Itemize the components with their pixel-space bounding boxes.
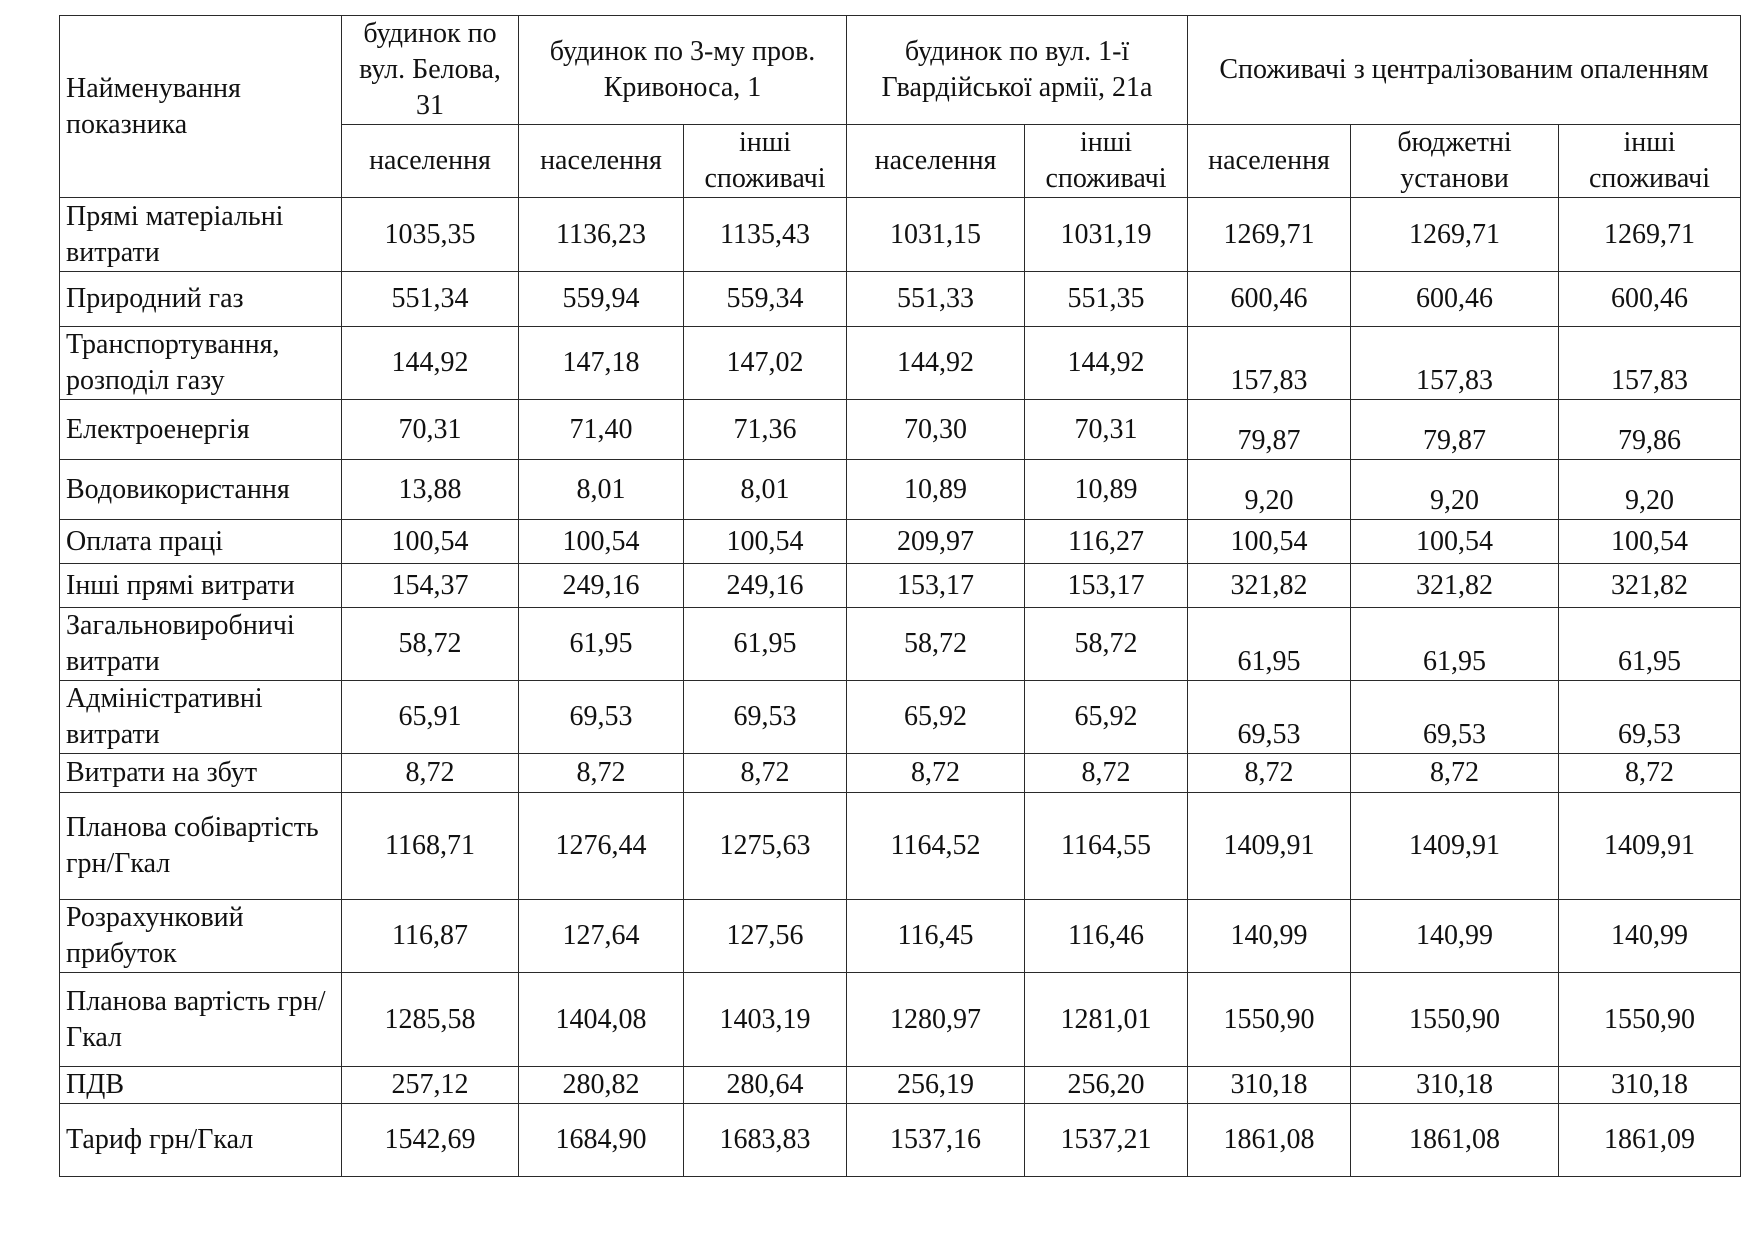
table-cell: 1285,58	[342, 973, 519, 1067]
table-cell: 280,64	[684, 1067, 847, 1104]
table-cell: 600,46	[1188, 272, 1351, 327]
table-cell: 1403,19	[684, 973, 847, 1067]
row-label: Водовикористання	[60, 460, 342, 520]
table-cell: 65,91	[342, 681, 519, 754]
row-label: Транспортування, розподіл газу	[60, 327, 342, 400]
indicator-header: Найменування показника	[60, 16, 342, 198]
table-cell: 321,82	[1559, 564, 1741, 608]
table-cell: 69,53	[519, 681, 684, 754]
subheader: населення	[519, 125, 684, 198]
table-cell: 70,30	[847, 400, 1025, 460]
table-cell: 559,94	[519, 272, 684, 327]
table-cell: 71,36	[684, 400, 847, 460]
table-cell: 1031,15	[847, 198, 1025, 272]
table-cell: 157,83	[1188, 327, 1351, 400]
table-cell: 1684,90	[519, 1104, 684, 1177]
table-cell: 100,54	[684, 520, 847, 564]
table-cell: 61,95	[1351, 608, 1559, 681]
row-label: Адміністративні витрати	[60, 681, 342, 754]
table-cell: 1269,71	[1559, 198, 1741, 272]
subheader: інші споживачі	[684, 125, 847, 198]
table-cell: 249,16	[684, 564, 847, 608]
table-header	[60, 16, 1741, 198]
group-header-row	[60, 16, 1741, 125]
row-label: Витрати на збут	[60, 754, 342, 793]
table-cell: 1550,90	[1188, 973, 1351, 1067]
table-cell: 71,40	[519, 400, 684, 460]
table-cell: 154,37	[342, 564, 519, 608]
table-row	[60, 1104, 1741, 1177]
table-cell: 10,89	[1025, 460, 1188, 520]
table-cell: 61,95	[1559, 608, 1741, 681]
subheader: населення	[1188, 125, 1351, 198]
row-label: ПДВ	[60, 1067, 342, 1104]
table-cell: 61,95	[684, 608, 847, 681]
table-cell: 9,20	[1188, 460, 1351, 520]
table-row	[60, 754, 1741, 793]
table-cell: 100,54	[1559, 520, 1741, 564]
table-cell: 10,89	[847, 460, 1025, 520]
group-header-hvardiiskoi: будинок по вул. 1-ї Гвардійської армії, 21а	[847, 16, 1188, 125]
table-cell: 1135,43	[684, 198, 847, 272]
subheader: інші споживачі	[1025, 125, 1188, 198]
table-cell: 559,34	[684, 272, 847, 327]
row-label: Планова вартість грн/Гкал	[60, 973, 342, 1067]
table-cell: 1164,55	[1025, 793, 1188, 900]
table-cell: 65,92	[847, 681, 1025, 754]
table-cell: 147,02	[684, 327, 847, 400]
row-label: Природний газ	[60, 272, 342, 327]
table-row	[60, 973, 1741, 1067]
table-cell: 1861,08	[1351, 1104, 1559, 1177]
table-cell: 8,72	[847, 754, 1025, 793]
table-cell: 321,82	[1351, 564, 1559, 608]
table-cell: 1537,16	[847, 1104, 1025, 1177]
table-cell: 153,17	[847, 564, 1025, 608]
table-cell: 600,46	[1351, 272, 1559, 327]
tariff-table	[59, 15, 1741, 1177]
table-cell: 116,46	[1025, 900, 1188, 973]
subheader: інші споживачі	[1559, 125, 1741, 198]
table-cell: 140,99	[1559, 900, 1741, 973]
table-cell: 8,72	[1351, 754, 1559, 793]
table-cell: 1275,63	[684, 793, 847, 900]
table-cell: 1409,91	[1559, 793, 1741, 900]
table-row	[60, 564, 1741, 608]
table-row	[60, 327, 1741, 400]
table-cell: 1164,52	[847, 793, 1025, 900]
table-cell: 116,87	[342, 900, 519, 973]
group-header-central-heating: Споживачі з централізованим опаленням	[1188, 16, 1741, 125]
table-cell: 1542,69	[342, 1104, 519, 1177]
table-cell: 69,53	[1351, 681, 1559, 754]
table-cell: 147,18	[519, 327, 684, 400]
table-cell: 116,45	[847, 900, 1025, 973]
row-label: Загальновиробничі витрати	[60, 608, 342, 681]
table-cell: 1404,08	[519, 973, 684, 1067]
table-row	[60, 272, 1741, 327]
table-cell: 116,27	[1025, 520, 1188, 564]
table-cell: 8,72	[1025, 754, 1188, 793]
table-cell: 144,92	[342, 327, 519, 400]
table-cell: 8,72	[684, 754, 847, 793]
table-cell: 310,18	[1351, 1067, 1559, 1104]
table-cell: 321,82	[1188, 564, 1351, 608]
table-cell: 100,54	[342, 520, 519, 564]
table-cell: 100,54	[1188, 520, 1351, 564]
table-cell: 1276,44	[519, 793, 684, 900]
table-cell: 1168,71	[342, 793, 519, 900]
table-cell: 8,01	[519, 460, 684, 520]
table-cell: 1550,90	[1351, 973, 1559, 1067]
table-cell: 551,34	[342, 272, 519, 327]
row-label: Інші прямі витрати	[60, 564, 342, 608]
table-cell: 9,20	[1559, 460, 1741, 520]
row-label: Електроенергія	[60, 400, 342, 460]
table-cell: 9,20	[1351, 460, 1559, 520]
table-cell: 1035,35	[342, 198, 519, 272]
table-cell: 256,20	[1025, 1067, 1188, 1104]
table-cell: 8,01	[684, 460, 847, 520]
table-cell: 1136,23	[519, 198, 684, 272]
table-cell: 256,19	[847, 1067, 1025, 1104]
subheader: бюджетні установи	[1351, 125, 1559, 198]
table-cell: 551,35	[1025, 272, 1188, 327]
row-label: Оплата праці	[60, 520, 342, 564]
table-cell: 69,53	[1559, 681, 1741, 754]
table-cell: 1269,71	[1351, 198, 1559, 272]
table-row	[60, 400, 1741, 460]
subheader: населення	[847, 125, 1025, 198]
table-cell: 310,18	[1559, 1067, 1741, 1104]
table-cell: 280,82	[519, 1067, 684, 1104]
table-cell: 79,87	[1351, 400, 1559, 460]
table-cell: 8,72	[1188, 754, 1351, 793]
table-row	[60, 681, 1741, 754]
table-cell: 69,53	[1188, 681, 1351, 754]
table-cell: 600,46	[1559, 272, 1741, 327]
table-body	[60, 198, 1741, 1177]
table-cell: 1031,19	[1025, 198, 1188, 272]
table-cell: 1280,97	[847, 973, 1025, 1067]
table-cell: 157,83	[1351, 327, 1559, 400]
table-row	[60, 520, 1741, 564]
table-cell: 144,92	[847, 327, 1025, 400]
subheader: населення	[342, 125, 519, 198]
table-row	[60, 793, 1741, 900]
table-row	[60, 608, 1741, 681]
table-cell: 127,64	[519, 900, 684, 973]
table-cell: 257,12	[342, 1067, 519, 1104]
table-cell: 144,92	[1025, 327, 1188, 400]
table-cell: 1409,91	[1188, 793, 1351, 900]
table-cell: 1281,01	[1025, 973, 1188, 1067]
table-cell: 127,56	[684, 900, 847, 973]
row-label: Планова собівартість грн/Гкал	[60, 793, 342, 900]
table-cell: 1537,21	[1025, 1104, 1188, 1177]
table-cell: 209,97	[847, 520, 1025, 564]
table-row	[60, 460, 1741, 520]
group-header-belova: будинок по вул. Белова, 31	[342, 16, 519, 125]
table-row	[60, 198, 1741, 272]
table-cell: 70,31	[342, 400, 519, 460]
row-label: Розрахунковий прибуток	[60, 900, 342, 973]
table-cell: 79,86	[1559, 400, 1741, 460]
table-cell: 157,83	[1559, 327, 1741, 400]
table-row	[60, 1067, 1741, 1104]
table-cell: 310,18	[1188, 1067, 1351, 1104]
table-cell: 8,72	[1559, 754, 1741, 793]
table-row	[60, 900, 1741, 973]
table-cell: 58,72	[1025, 608, 1188, 681]
table-cell: 1269,71	[1188, 198, 1351, 272]
table-cell: 58,72	[342, 608, 519, 681]
table-cell: 61,95	[1188, 608, 1351, 681]
table-cell: 65,92	[1025, 681, 1188, 754]
table-cell: 249,16	[519, 564, 684, 608]
row-label: Тариф грн/Гкал	[60, 1104, 342, 1177]
table-cell: 100,54	[519, 520, 684, 564]
table-cell: 153,17	[1025, 564, 1188, 608]
table-cell: 70,31	[1025, 400, 1188, 460]
table-cell: 61,95	[519, 608, 684, 681]
table-cell: 1683,83	[684, 1104, 847, 1177]
table-cell: 8,72	[519, 754, 684, 793]
table-cell: 140,99	[1188, 900, 1351, 973]
table-cell: 58,72	[847, 608, 1025, 681]
table-cell: 79,87	[1188, 400, 1351, 460]
table-cell: 8,72	[342, 754, 519, 793]
table-cell: 1861,09	[1559, 1104, 1741, 1177]
table-cell: 1409,91	[1351, 793, 1559, 900]
table-cell: 100,54	[1351, 520, 1559, 564]
table-cell: 69,53	[684, 681, 847, 754]
table-cell: 140,99	[1351, 900, 1559, 973]
row-label: Прямі матеріальні витрати	[60, 198, 342, 272]
table-cell: 551,33	[847, 272, 1025, 327]
table-cell: 13,88	[342, 460, 519, 520]
table-cell: 1861,08	[1188, 1104, 1351, 1177]
table-cell: 1550,90	[1559, 973, 1741, 1067]
group-header-kryvonosa: будинок по 3-му пров. Кривоноса, 1	[519, 16, 847, 125]
